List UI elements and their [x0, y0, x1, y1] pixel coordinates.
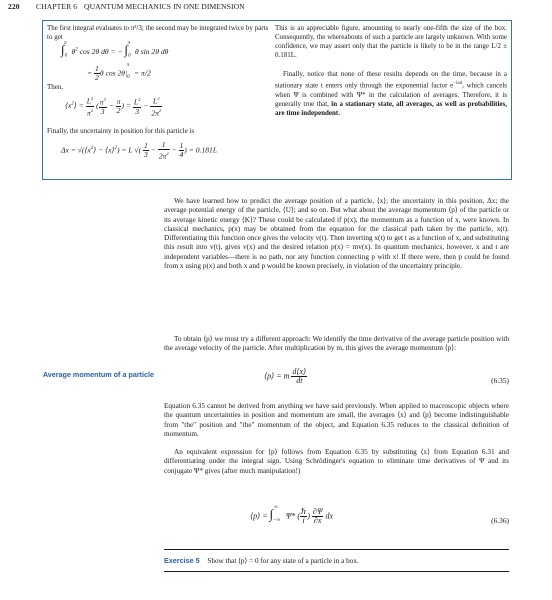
body-paragraph-1: We have learned how to predict the average position of a particle, ⟨x⟩; the uncertainty in this position, Δx; the average potential energy of the particle, ⟨U⟩; and so on. But what about the average momentum ⟨p⟩ of the particle or its average kinetic energy ⟨K⟩? These could be calculated if p(x), the momentum as a function of x, were known. In classical mechanics, p(x) may be obtained from the equation for the classical path taken by the particle, x(t). Differentiating this function once gives the velocity v(t). Then inverting x(t) to get t as a function of x, and substituting this result into v(t), gives v(x) and the desired relation p(x) = mv(x). In quantum mechanics, however, x and t are independent variables—there is no path, nor any function connecting p with x! If there were, then p could be found from x using p(x) and both x and p would be known precisely, in violation of the uncertainty principle.	[164, 197, 509, 270]
then-label: Then,	[47, 83, 64, 91]
body-paragraph-2: To obtain ⟨p⟩ we must try a different approach: We identify the time derivative of the average particle position with the average velocity of the particle. After multiplication by m, this gives the average momentum ⟨p⟩:	[164, 335, 509, 353]
finally-text: Finally, the uncertainty in position for this particle is	[47, 127, 195, 135]
equation-6-35	[164, 366, 509, 396]
key-statement: in a stationary state, all averages, as well as probabilities, are time independent.	[275, 99, 508, 117]
body-paragraph-4: An equivalent expression for ⟨p⟩ follows from Equation 6.35 by substituting ⟨x⟩ from Equation 6.31 and differentiating under the integral sign. Using Schrödinger's equation to eliminate time derivatives of Ψ and its conjugate Ψ* gives (after much manipulation!)	[164, 448, 509, 475]
equation-6-36-expression: ⟨p⟩ = $\int_{-\infty}^\infty$ Ψ* ( $\frac{\text{ℏ}}{i}$ ) $\frac{\partial\Psi}{\partial x}$ dx	[250, 504, 333, 525]
integral-equation-1: $\int_0^\pi$ $\theta^2$ cos 2θ dθ = − $\int_0^\pi$ θ sin 2θ dθ	[61, 41, 169, 59]
equation-6-35-expression: ⟨p⟩ = m $\frac{d⟨x⟩}{dt}$	[264, 367, 307, 385]
right-paragraph-1: This is an appreciable figure, amounting to nearly one-fifth the size of the box. Consequently, the whereabouts of such a particle are largely unknown. With some confidence, we may assert only that the particle is likely to be in the range L/2 ± 0.181L.	[275, 24, 507, 60]
equation-6-36-label: (6.36)	[491, 516, 509, 525]
example-box	[42, 20, 512, 180]
exercise-top-rule	[164, 549, 509, 550]
equation-6-36	[164, 504, 509, 540]
delta-x-equation: $\Delta x = √(⟨x^2⟩$ − ⟨x⟩$^2$) = L √( $\frac{1}{3}$ − $\frac{1}{2\pi^2}$ − $\frac{1}{4}$ ) = 0.181L	[61, 140, 218, 161]
chapter-title: QUANTUM MECHANICS IN ONE DIMENSION	[84, 2, 245, 11]
body-paragraph-3: Equation 6.35 cannot be derived from anything we have said previously. When applied to macroscopic objects where the quantum uncertainties in position and momentum are small, the averages ⟨x⟩ and ⟨p⟩ become indistinguishable from "the" position and "the" momentum of the object, and Equation 6.35 reduces to the classical definition of momentum.	[164, 402, 509, 438]
equation-6-35-label: (6.35)	[491, 376, 509, 385]
exercise-bottom-rule	[164, 571, 509, 572]
running-header	[8, 2, 548, 14]
example-intro-text: The first integral evaluates to π³/3; the second may be integrated twice by parts to get	[47, 24, 269, 42]
x-squared-equation: $⟨x^2⟩$ = $\frac{L^2}{\pi^2}$ ( $\frac{\pi^3}{3}$ − $\frac{\pi}{2}$ ) = $\frac{L^2}{3}$ − $\frac{L^2}{2\pi^2}$	[65, 96, 162, 118]
chapter-label: CHAPTER 6	[36, 2, 78, 11]
margin-note-average-momentum: Average momentum of a particle	[42, 370, 154, 379]
right-paragraph-2: Finally, notice that none of these results depends on the time, because in a stationary state t enters only through the exponential factor $e^{-i\omega t}$, which cancels when Ψ is combined with Ψ* in the calculation of averages. Therefore, it is generally true that, in a stationary state, all averages, as well as probabilities, are time independent.	[275, 70, 508, 117]
page-number: 220	[8, 2, 20, 11]
exercise-label: Exercise 5	[164, 556, 200, 565]
integral-equation-2: = $\frac{1}{2}$ θ $\cos 2\theta|_0^\pi = \pi/2$	[87, 62, 151, 82]
exercise-5	[164, 556, 509, 566]
exercise-text: Show that ⟨p⟩ = 0 for any state of a particle in a box.	[207, 557, 359, 565]
